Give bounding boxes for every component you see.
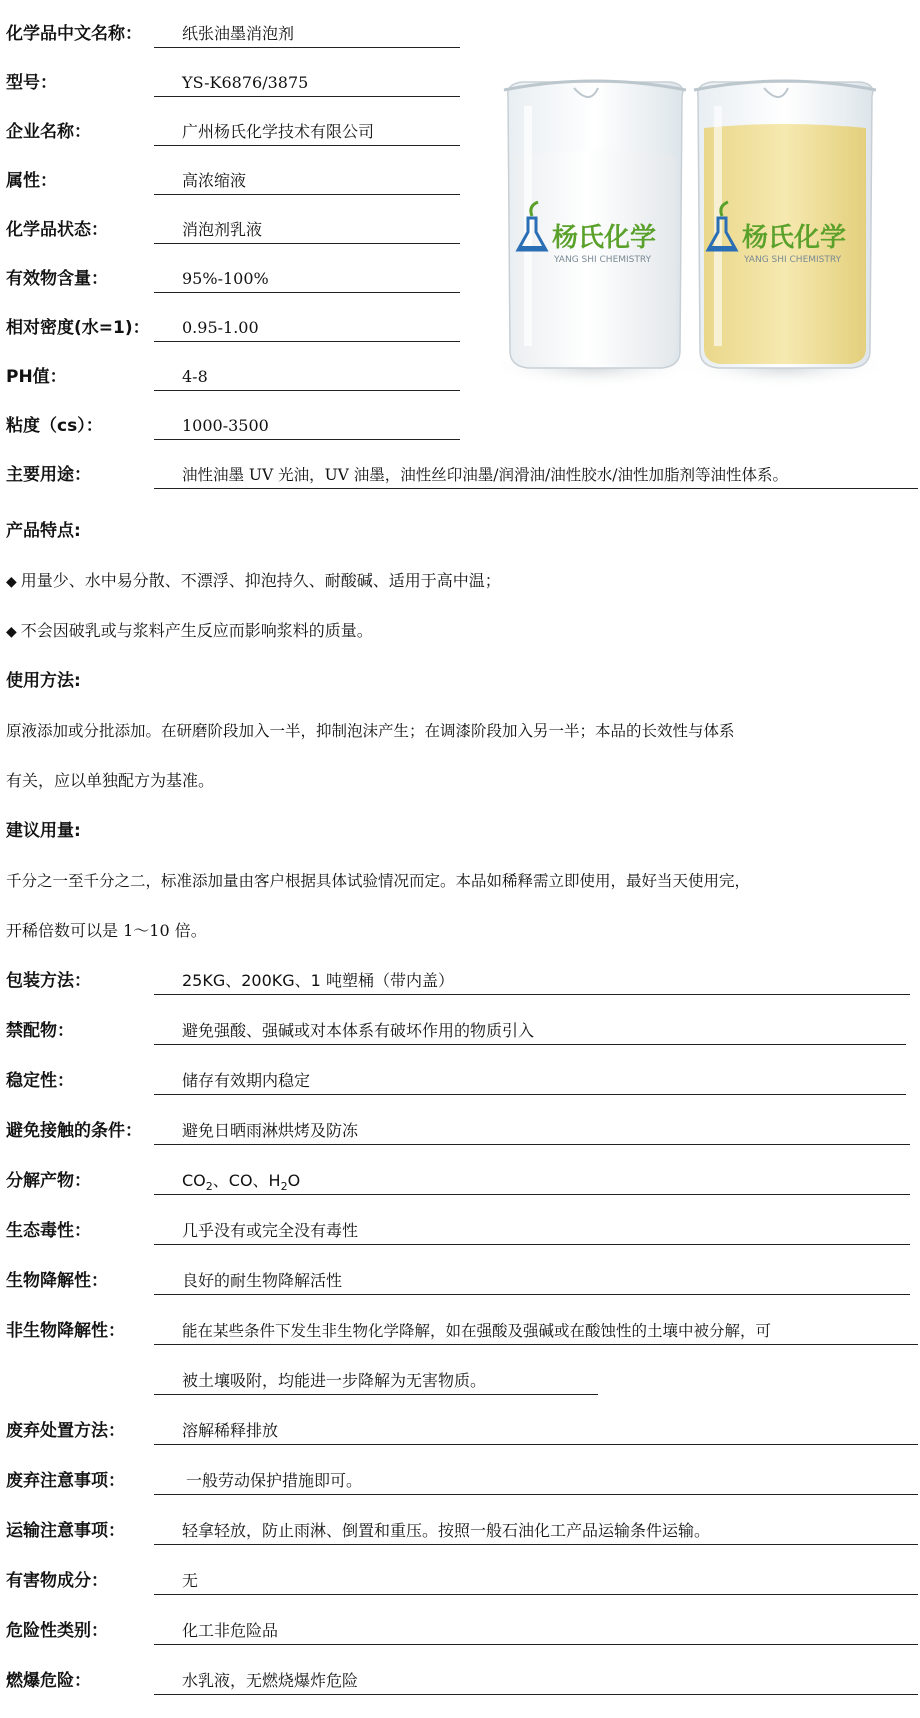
usage-heading: 使用方法: bbox=[6, 671, 81, 691]
dosage-line: 千分之一至千分之二，标准添加量由客户根据具体试验情况而定。本品如稀释需立即使用，最好当天使用完， bbox=[6, 872, 751, 890]
field-value: 0.95-1.00 bbox=[154, 313, 460, 342]
field-value: 溶解稀释排放 bbox=[154, 1416, 918, 1445]
features-heading: 产品特点: bbox=[6, 521, 81, 541]
brand-name-left: 杨氏化学 bbox=[552, 223, 657, 253]
field-value: 储存有效期内稳定 bbox=[154, 1066, 906, 1095]
field-value: $CO_2$、CO、$H_2O$ bbox=[154, 1166, 910, 1195]
field-label: 化学品状态： bbox=[6, 220, 108, 240]
field-label: 稳定性： bbox=[6, 1071, 74, 1091]
field-value: 高浓缩液 bbox=[154, 166, 460, 195]
field-label: 非生物降解性： bbox=[6, 1321, 125, 1341]
field-value: 水乳液，无燃烧爆炸危险 bbox=[154, 1666, 918, 1695]
field-label: 有效物含量： bbox=[6, 269, 108, 289]
field-value: 被土壤吸附，均能进一步降解为无害物质。 bbox=[154, 1366, 598, 1395]
field-value: 良好的耐生物降解活性 bbox=[154, 1266, 910, 1295]
field-label: 相对密度(水=1)： bbox=[6, 318, 150, 338]
field-label: 危险性类别： bbox=[6, 1621, 108, 1641]
field-value: 纸张油墨消泡剂 bbox=[154, 19, 460, 48]
field-label: 包装方法： bbox=[6, 971, 91, 991]
brand-name-en-left: YANG SHI CHEMISTRY bbox=[554, 255, 652, 265]
field-label: 化学品中文名称： bbox=[6, 24, 142, 44]
field-value: 无 bbox=[154, 1566, 918, 1595]
field-label: 企业名称： bbox=[6, 122, 91, 142]
field-value: 25KG、200KG、1 吨塑桶（带内盖） bbox=[154, 966, 910, 995]
feature-item: ◆ 用量少、水中易分散、不漂浮、抑泡持久、耐酸碱、适用于高中温； bbox=[6, 566, 501, 597]
field-label: 生态毒性： bbox=[6, 1221, 91, 1241]
field-value: 几乎没有或完全没有毒性 bbox=[154, 1216, 910, 1245]
field-value: 一般劳动保护措施即可。 bbox=[154, 1466, 918, 1495]
field-value: 4-8 bbox=[154, 362, 460, 391]
brand-name-en-right: YANG SHI CHEMISTRY bbox=[744, 255, 842, 265]
field-label: 废弃处置方法： bbox=[6, 1421, 125, 1441]
field-value: 95%-100% bbox=[154, 264, 460, 293]
field-value: 广州杨氏化学技术有限公司 bbox=[154, 117, 460, 146]
field-label: 有害物成分： bbox=[6, 1571, 108, 1591]
dosage-line: 开稀倍数可以是 1～10 倍。 bbox=[6, 921, 207, 940]
field-value: 轻拿轻放，防止雨淋、倒置和重压。按照一般石油化工产品运输条件运输。 bbox=[154, 1516, 918, 1545]
field-value: 消泡剂乳液 bbox=[154, 215, 460, 244]
field-value: 避免强酸、强碱或对本体系有破坏作用的物质引入 bbox=[154, 1016, 906, 1045]
dosage-heading: 建议用量: bbox=[6, 821, 81, 841]
field-value: 避免日晒雨淋烘烤及防冻 bbox=[154, 1116, 910, 1145]
product-photo bbox=[494, 66, 886, 396]
field-label: 运输注意事项： bbox=[6, 1521, 125, 1541]
usage-line: 有关，应以单独配方为基准。 bbox=[6, 771, 215, 790]
field-label: 分解产物： bbox=[6, 1171, 91, 1191]
field-label: 主要用途： bbox=[6, 465, 91, 485]
field-value: 油性油墨 UV 光油，UV 油墨，油性丝印油墨/润滑油/油性胶水/油性加脂剂等油性体系。 bbox=[154, 460, 918, 489]
field-label: 属性： bbox=[6, 171, 57, 191]
field-value: 化工非危险品 bbox=[154, 1616, 918, 1645]
field-label: PH值： bbox=[6, 367, 67, 387]
field-label: 避免接触的条件： bbox=[6, 1121, 142, 1141]
field-label: 废弃注意事项： bbox=[6, 1471, 125, 1491]
field-label: 生物降解性： bbox=[6, 1271, 108, 1291]
field-label: 粘度（cs）： bbox=[6, 416, 103, 436]
field-value: YS-K6876/3875 bbox=[154, 68, 460, 97]
field-label: 型号： bbox=[6, 73, 57, 93]
field-label: 禁配物： bbox=[6, 1021, 74, 1041]
field-value: 1000-3500 bbox=[154, 411, 460, 440]
usage-line: 原液添加或分批添加。在研磨阶段加入一半，抑制泡沫产生；在调漆阶段加入另一半；本品的长效性与体系 bbox=[6, 722, 735, 740]
feature-item: ◆ 不会因破乳或与浆料产生反应而影响浆料的质量。 bbox=[6, 616, 373, 647]
field-label: 燃爆危险： bbox=[6, 1671, 91, 1691]
brand-name-right: 杨氏化学 bbox=[742, 223, 847, 253]
field-value: 能在某些条件下发生非生物化学降解，如在强酸及强碱或在酸蚀性的土壤中被分解，可 bbox=[154, 1316, 918, 1345]
